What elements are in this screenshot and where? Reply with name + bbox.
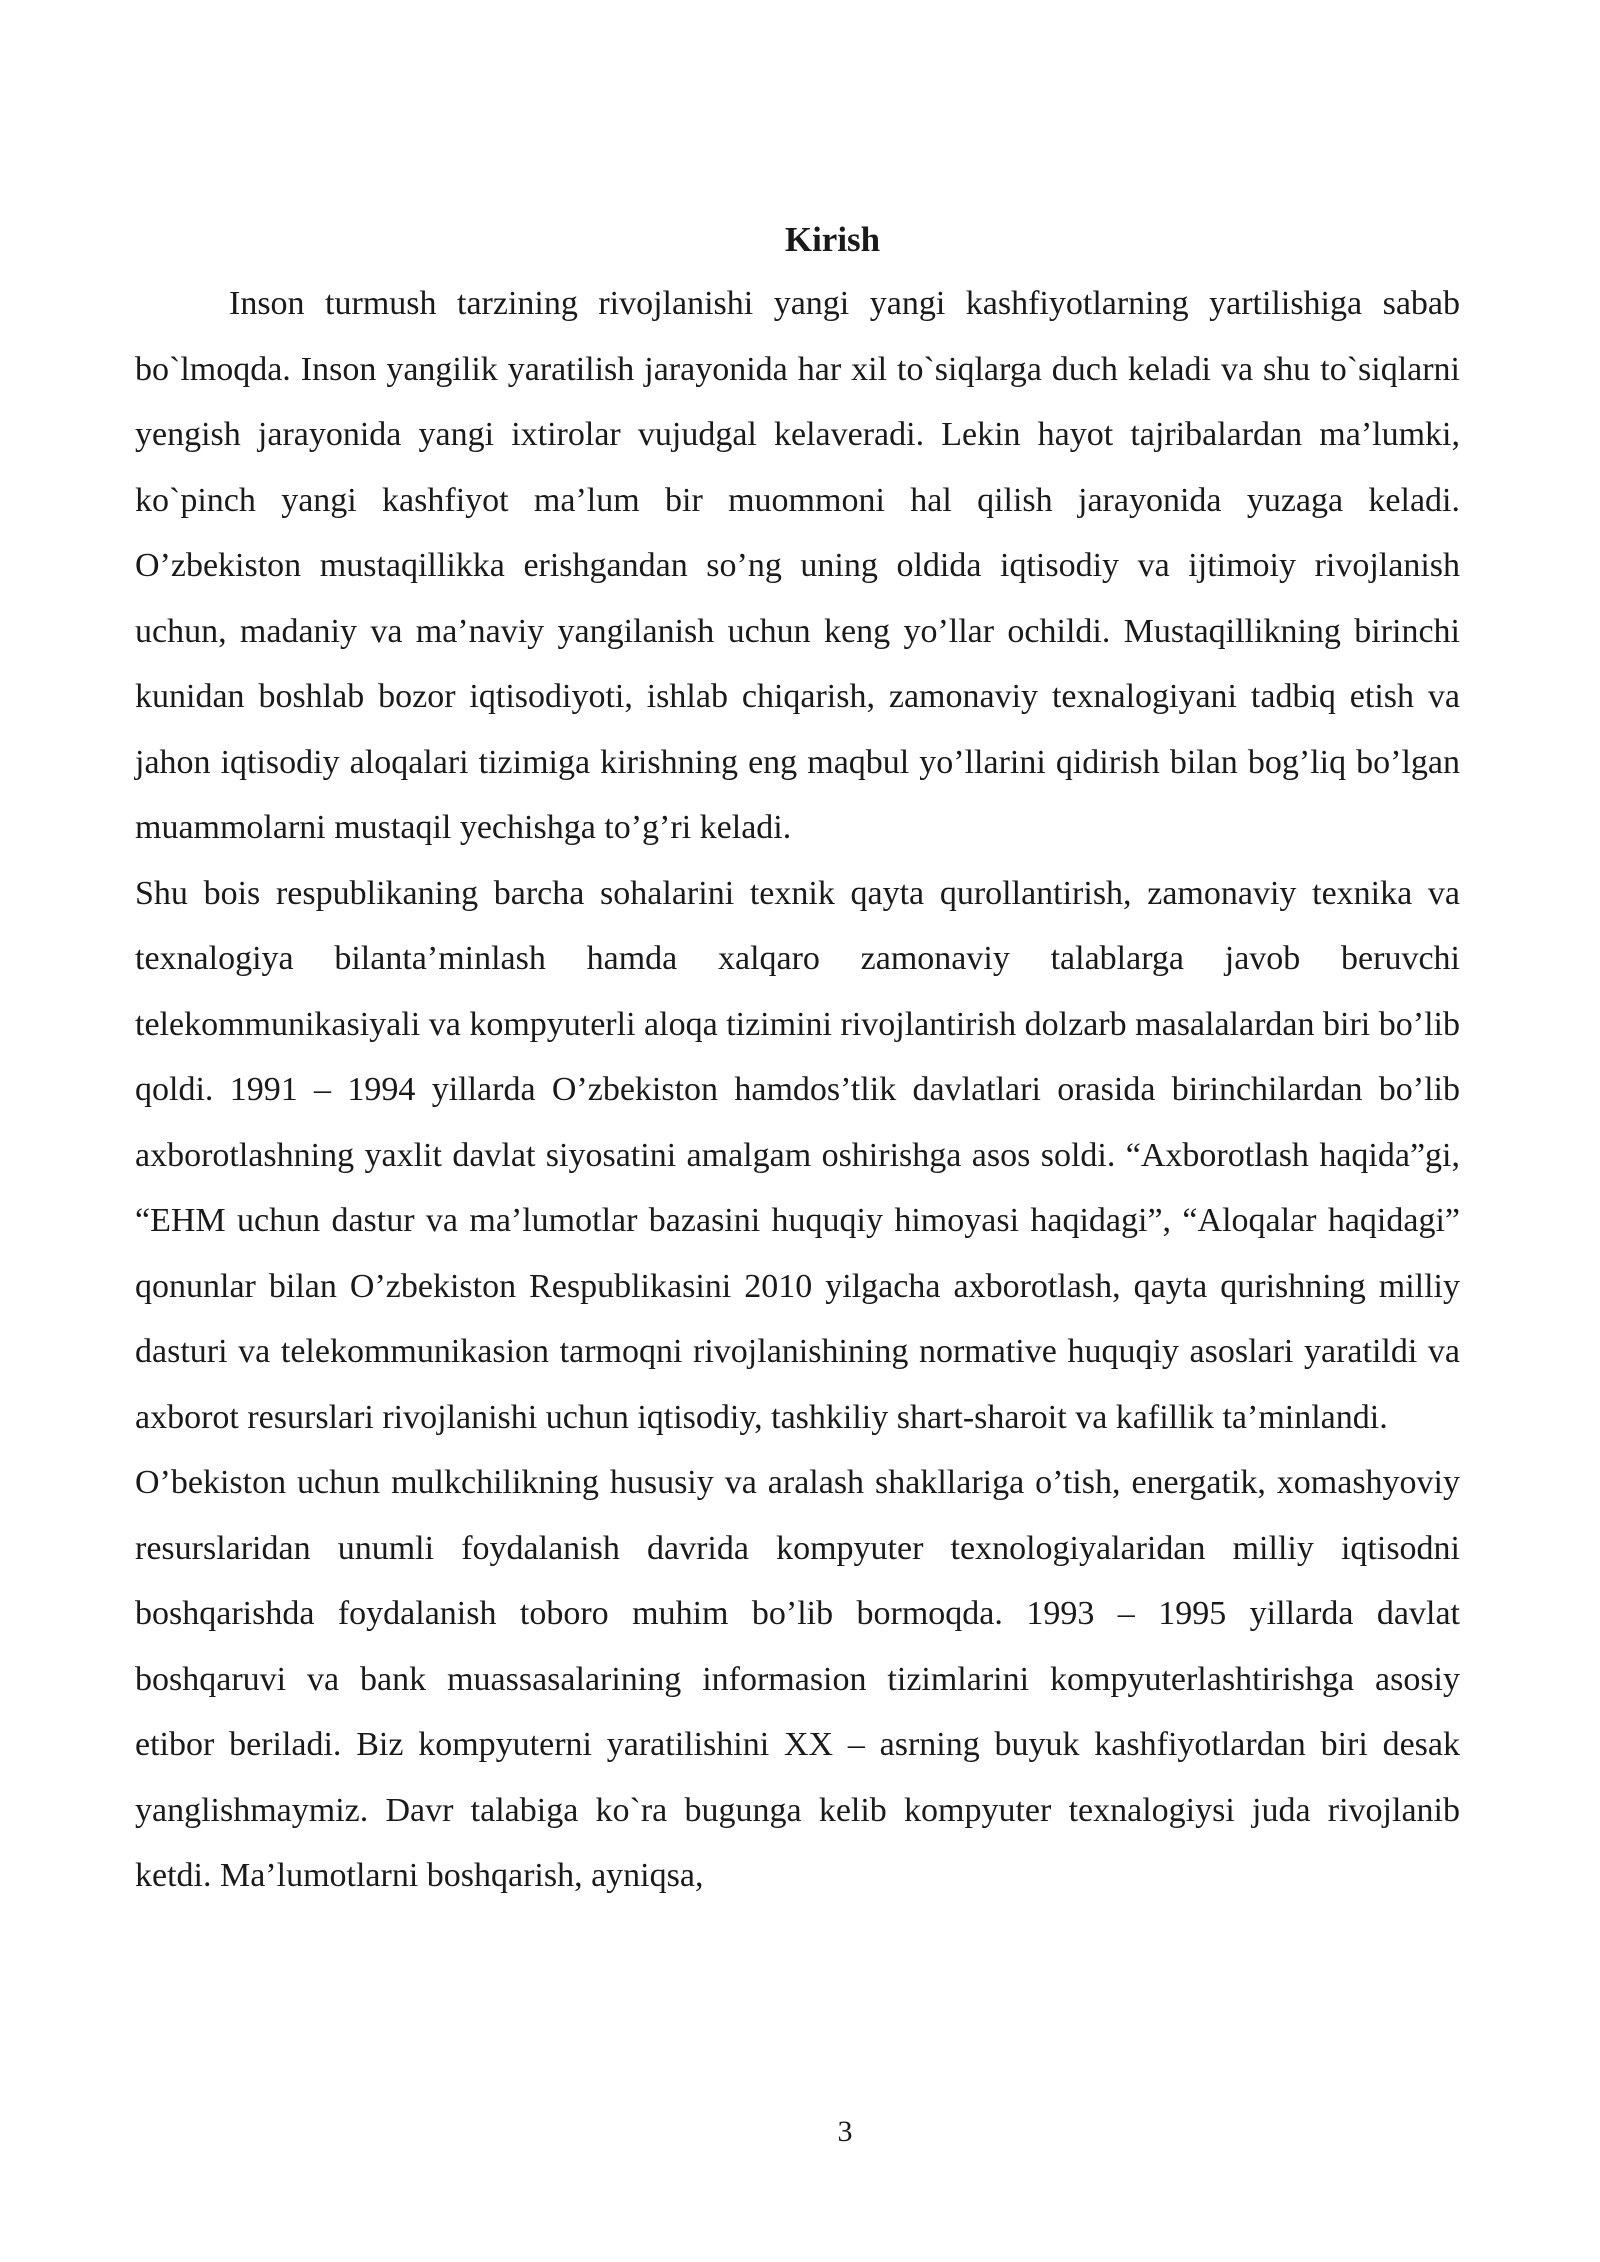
page-number: 3 [837,2115,853,2148]
paragraph-republic: Shu bois respublikaning barcha sohalarini texnik qayta qurollantirish, zamonaviy texnika va texnalogiya bilanta’minlash hamda xalqaro zamonaviy talablarga javob beruvchi telekommunikasiyali va kompyuterli aloqa tizimini rivojlantirish dolzarb masalalardan biri bo’lib qoldi. 1991 – 1994 yillarda O’zbekiston hamdos’tlik davlatlari orasida birinchilardan bo’lib axborotlashning yaxlit davlat siyosatini amalgam oshirishga asos soldi. “Axborotlash haqida”gi, “EHM uchun dastur va ma’lumotlar bazasini huquqiy himoyasi haqidagi”, “Aloqalar haqidagi” qonunlar bilan O’zbekiston Respublikasini 2010 yilgacha axborotlash, qayta qurishning milliy dasturi va telekommunikasion tarmoqni rivojlanishining normative huquqiy asoslari yaratildi va axborot resurslari rivojlanishi uchun iqtisodiy, tashkiliy shart-sharoit va kafillik ta’minlandi. [135,874,1460,1436]
paragraph-intro: Inson turmush tarzining rivojlanishi yangi yangi kashfiyotlarning yartilishiga sabab bo`lmoqda. Inson yangilik yaratilish jarayonida har xil to`siqlarga duch keladi va shu to`siqlarni yengish jarayonida yangi ixtirolar vujudgal kelaveradi. Lekin hayot tajribalardan ma’lumki, ko`pinch yangi kashfiyot ma’lum bir muommoni hal qilish jarayonida yuzaga keladi. O’zbekiston mustaqillikka erishgandan so’ng uning oldida iqtisodiy va ijtimoiy rivojlanish uchun, madaniy va ma’naviy yangilanish uchun keng yo’llar ochildi. Mustaqillikning birinchi kunidan boshlab bozor iqtisodiyoti, ishlab chiqarish, zamonaviy texnalogiyani tadbiq etish va jahon iqtisodiy aloqalari tizimiga kirishning eng maqbul yo’llarini qidirish bilan bog’liq bo’lgan muammolarni mustaqil yechishga to’g’ri keladi. [135,285,1460,846]
page-title: Kirish [784,220,881,259]
paragraph-computers: O’bekiston uchun mulkchilikning hususiy va aralash shakllariga o’tish, energatik, xomashyoviy resurslaridan unumli foydalanish davrida kompyuter texnologiyalaridan milliy iqtisodni boshqarishda foydalanish toboro muhim bo’lib bormoqda. 1993 – 1995 yillarda davlat boshqaruvi va bank muassasalarining informasion tizimlarini kompyuterlashtirishga asosiy etibor beriladi. Biz kompyuterni yaratilishini XX – asrning buyuk kashfiyotlardan biri desak yanglishmaymiz. Davr talabiga ko`ra bugunga kelib kompyuter texnalogiysi juda rivojlanib ketdi. Ma’lumotlarni boshqarish, ayniqsa, [135,1464,1460,1894]
document-page [135,215,1460,1909]
